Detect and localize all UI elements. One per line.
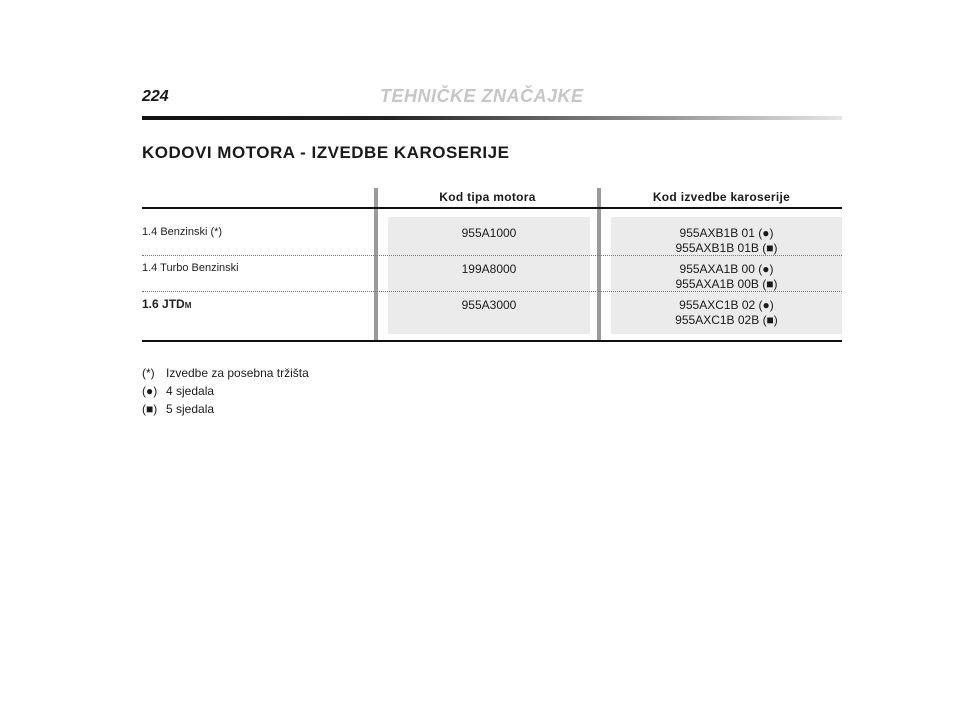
section-title: KODOVI MOTORA - IZVEDBE KAROSERIJE — [142, 143, 510, 162]
footnote-text: 4 sjedala — [166, 384, 215, 398]
engine-code-cell: 199A8000 — [461, 262, 517, 276]
table-row-label: 1.4 Benzinski (*) — [142, 226, 223, 238]
table-row-label: 1.4 Turbo Benzinski — [142, 262, 239, 274]
footnote — [142, 402, 214, 416]
body-code-line: 955AXA1B 00B (■) — [675, 277, 778, 291]
footnote-text: Izvedbe za posebna tržišta — [166, 366, 309, 380]
row-label-text: 1.6 JTD — [142, 297, 185, 311]
row-label-suffix: M — [184, 301, 192, 310]
body-code-line: 955AXB1B 01 (●) — [679, 226, 774, 240]
table-bottom-rule — [142, 340, 842, 342]
column-header-engine-code: Kod tipa motora — [439, 190, 536, 204]
body-code-line: 955AXB1B 01B (■) — [675, 241, 778, 255]
footnote — [142, 384, 214, 398]
body-code-line: 955AXA1B 00 (●) — [679, 262, 774, 276]
body-code-line: 955AXC1B 02B (■) — [675, 313, 778, 327]
body-code-cell — [611, 298, 842, 328]
footnote-key: (*) — [142, 366, 155, 380]
engine-code-cell: 955A3000 — [461, 298, 517, 312]
engine-code-cell: 955A1000 — [461, 226, 517, 240]
column-header-body-code: Kod izvedbe karoserije — [652, 190, 791, 204]
header-title: TEHNIČKE ZNAČAJKE — [380, 86, 584, 106]
page-number: 224 — [142, 88, 169, 105]
table-row-label — [142, 297, 191, 311]
table-top-rule — [142, 207, 842, 209]
column-divider-right — [597, 188, 601, 341]
body-code-line: 955AXC1B 02 (●) — [679, 298, 774, 312]
column-divider-left — [374, 188, 378, 341]
footnote-key: (■) — [142, 402, 158, 416]
body-code-cell — [611, 226, 842, 256]
footnote-text: 5 sjedala — [166, 402, 215, 416]
header-rule — [142, 116, 842, 120]
footnote — [142, 366, 309, 380]
body-code-cell — [611, 262, 842, 292]
footnote-key: (●) — [142, 384, 158, 398]
